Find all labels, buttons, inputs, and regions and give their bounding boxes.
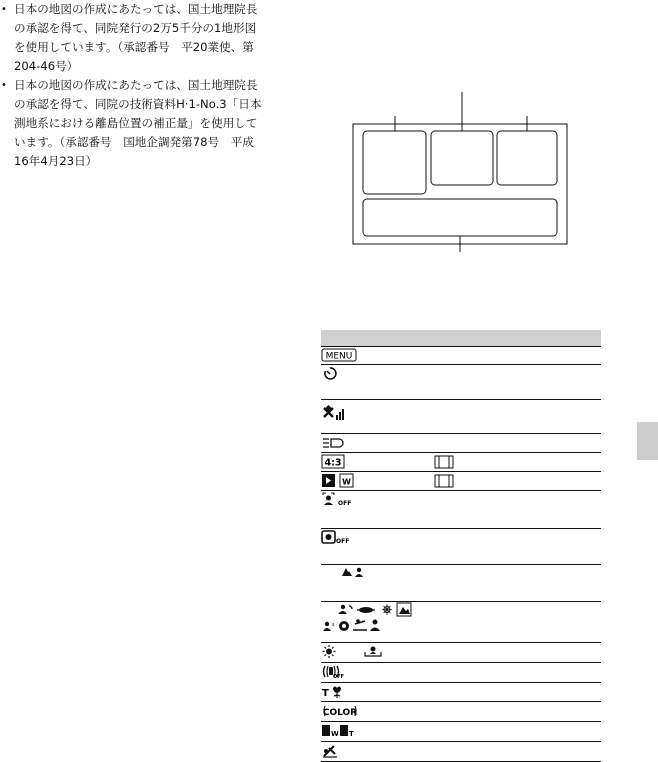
table-row xyxy=(321,742,601,762)
left-area-box xyxy=(363,131,426,194)
scene-people-icons xyxy=(321,565,601,601)
light-indicator-icon xyxy=(321,434,601,452)
note-line: 204-46号） xyxy=(14,59,79,73)
tele-macro-icon xyxy=(321,683,601,701)
table-row xyxy=(321,722,601,742)
svg-text:T: T xyxy=(322,688,329,699)
smile-shutter-off-icon xyxy=(321,529,601,564)
note-line: 日本の地図の作成にあたっては、国土地理院長 xyxy=(14,2,258,16)
low-light-icons xyxy=(321,722,601,741)
backlight-icon xyxy=(321,742,601,761)
svg-text:OFF: OFF xyxy=(338,500,352,507)
svg-text:W: W xyxy=(331,730,339,738)
indicator-table xyxy=(321,330,601,762)
note-line: を使用しています。（承認番号 平20業使、第 xyxy=(14,40,254,54)
table-header xyxy=(321,330,601,347)
bullet-icon: • xyxy=(1,80,7,91)
table-row xyxy=(321,565,601,602)
table-row xyxy=(321,702,601,722)
screen-layout-diagram xyxy=(0,0,658,300)
svg-text:MENU: MENU xyxy=(325,351,353,362)
svg-text:4:3: 4:3 xyxy=(324,457,342,469)
aspect-ratio-icon xyxy=(321,453,601,471)
table-row xyxy=(321,434,601,453)
table-row xyxy=(321,347,601,365)
table-row xyxy=(321,472,601,491)
svg-text:COLOR: COLOR xyxy=(322,708,358,718)
table-row xyxy=(321,400,601,434)
chapter-tab xyxy=(637,422,658,460)
note-line: の承認を得て、同院の技術資料H·1-No.3「日本 xyxy=(14,97,262,111)
self-timer-icon xyxy=(321,365,601,399)
svg-text:s: s xyxy=(332,622,335,628)
menu-button-icon xyxy=(321,347,601,364)
svg-text:OFF: OFF xyxy=(336,538,350,545)
note-line: 日本の地図の作成にあたっては、国土地理院長 xyxy=(14,78,258,92)
color-icon xyxy=(321,702,601,721)
svg-text:W: W xyxy=(342,477,351,487)
screen-frame xyxy=(353,124,567,244)
svg-text:OFF: OFF xyxy=(333,674,345,680)
table-row xyxy=(321,683,601,702)
steadyshot-off-icon xyxy=(321,663,601,682)
film-frame-icon xyxy=(435,475,453,487)
scene-selection-icons xyxy=(321,602,601,642)
recording-mode-icons xyxy=(321,472,601,490)
face-detection-off-icon xyxy=(321,491,601,528)
bottom-area-box xyxy=(363,199,557,236)
right-area-box xyxy=(497,131,557,185)
gps-signal-icon xyxy=(321,400,601,433)
bullet-icon: • xyxy=(1,4,7,15)
table-row xyxy=(321,643,601,663)
table-row xyxy=(321,529,601,565)
film-frame-icon xyxy=(435,456,453,468)
table-row xyxy=(321,663,601,683)
note-line: 測地系における離島位置の補正量」を使用して xyxy=(14,116,258,130)
table-row xyxy=(321,453,601,472)
white-balance-icons xyxy=(321,643,601,662)
center-area-box xyxy=(431,131,493,185)
note-line: の承認を得て、同院発行の2万5千分の1地形図 xyxy=(14,21,257,35)
note-line: 16年4月23日） xyxy=(14,154,98,168)
table-row xyxy=(321,602,601,643)
svg-text:T: T xyxy=(349,730,354,738)
table-row xyxy=(321,491,601,529)
note-line: います。（承認番号 国地企調発第78号 平成 xyxy=(14,135,254,149)
table-row xyxy=(321,365,601,400)
